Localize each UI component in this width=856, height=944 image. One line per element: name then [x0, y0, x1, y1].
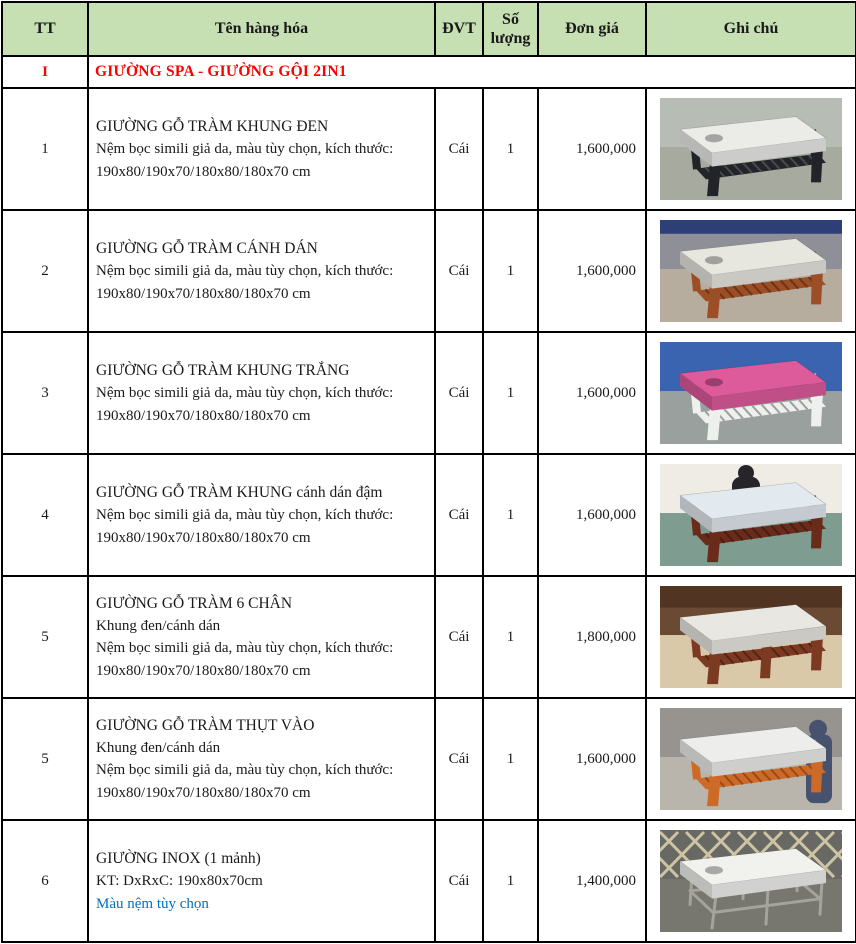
product-description [88, 820, 435, 942]
section-title: GIƯỜNG SPA - GIƯỜNG GỘI 2IN1 [88, 56, 856, 88]
product-dimensions: 190x80/190x70/180x80/180x70 cm [96, 784, 311, 801]
row-index: 3 [2, 332, 88, 454]
column-header-unit: ĐVT [435, 2, 483, 56]
product-description [88, 698, 435, 820]
product-photo [660, 464, 842, 566]
row-index: 5 [2, 698, 88, 820]
product-dimensions: 190x80/190x70/180x80/180x70 cm [96, 407, 311, 424]
quantity-cell: 1 [483, 454, 538, 576]
unit-cell: Cái [435, 88, 483, 210]
row-index: 4 [2, 454, 88, 576]
price-cell: 1,800,000 [538, 576, 646, 698]
photo-cell [646, 576, 856, 698]
color-option-link[interactable]: Màu nệm tùy chọn [96, 895, 209, 912]
column-header-quantity: Số lượng [483, 2, 538, 56]
unit-cell: Cái [435, 332, 483, 454]
product-row-3 [2, 332, 856, 454]
photo-cell [646, 332, 856, 454]
product-photo [660, 830, 842, 932]
product-spec: Nệm bọc simili giả da, màu tùy chọn, kích thước: [96, 141, 394, 158]
product-description [88, 210, 435, 332]
product-spec: Nệm bọc simili giả da, màu tùy chọn, kích thước: [96, 263, 394, 280]
product-photo [660, 98, 842, 200]
price-cell: 1,600,000 [538, 332, 646, 454]
product-dimensions: 190x80/190x70/180x80/180x70 cm [96, 529, 311, 546]
column-header-notes: Ghi chú [646, 2, 856, 56]
unit-cell: Cái [435, 576, 483, 698]
product-name: GIƯỜNG GỖ TRÀM 6 CHÂN [96, 594, 293, 612]
product-row-1 [2, 88, 856, 210]
product-name: GIƯỜNG GỖ TRÀM KHUNG ĐEN [96, 117, 329, 135]
column-header-product-name: Tên hàng hóa [88, 2, 435, 56]
row-index: 1 [2, 88, 88, 210]
product-name: GIƯỜNG INOX (1 mảnh) [96, 849, 261, 867]
product-name: GIƯỜNG GỖ TRÀM CÁNH DÁN [96, 239, 318, 257]
product-dimensions: 190x80/190x70/180x80/180x70 cm [96, 285, 311, 302]
price-cell: 1,400,000 [538, 820, 646, 942]
product-name: GIƯỜNG GỖ TRÀM KHUNG TRẮNG [96, 361, 350, 379]
column-header-tt: TT [2, 2, 88, 56]
product-frame-option: Khung đen/cánh dán [96, 617, 221, 634]
price-cell: 1,600,000 [538, 454, 646, 576]
row-index: 6 [2, 820, 88, 942]
unit-cell: Cái [435, 210, 483, 332]
product-row-2 [2, 210, 856, 332]
quantity-cell: 1 [483, 332, 538, 454]
price-cell: 1,600,000 [538, 88, 646, 210]
row-index: 5 [2, 576, 88, 698]
product-description [88, 454, 435, 576]
photo-cell [646, 698, 856, 820]
unit-cell: Cái [435, 820, 483, 942]
product-name: GIƯỜNG GỖ TRÀM THỤT VÀO [96, 716, 315, 734]
product-photo [660, 586, 842, 688]
price-cell: 1,600,000 [538, 210, 646, 332]
product-dimensions: KT: DxRxC: 190x80x70cm [96, 873, 263, 890]
product-spec: Nệm bọc simili giả da, màu tùy chọn, kích thước: [96, 640, 394, 657]
product-row-5b [2, 698, 856, 820]
product-name: GIƯỜNG GỖ TRÀM KHUNG cánh dán đậm [96, 483, 383, 501]
quantity-cell: 1 [483, 698, 538, 820]
product-dimensions: 190x80/190x70/180x80/180x70 cm [96, 163, 311, 180]
quantity-cell: 1 [483, 210, 538, 332]
section-index: I [2, 56, 88, 88]
product-description [88, 576, 435, 698]
quantity-cell: 1 [483, 820, 538, 942]
unit-cell: Cái [435, 698, 483, 820]
product-dimensions: 190x80/190x70/180x80/180x70 cm [96, 662, 311, 679]
product-photo [660, 342, 842, 444]
photo-cell [646, 454, 856, 576]
photo-cell [646, 820, 856, 942]
unit-cell: Cái [435, 454, 483, 576]
product-description [88, 332, 435, 454]
product-spec: Nệm bọc simili giả da, màu tùy chọn, kích thước: [96, 762, 394, 779]
product-row-4 [2, 454, 856, 576]
product-spec: Nệm bọc simili giả da, màu tùy chọn, kích thước: [96, 507, 394, 524]
product-photo [660, 220, 842, 322]
row-index: 2 [2, 210, 88, 332]
product-row-6 [2, 820, 856, 942]
product-description [88, 88, 435, 210]
product-row-5a [2, 576, 856, 698]
product-spec: Nệm bọc simili giả da, màu tùy chọn, kích thước: [96, 385, 394, 402]
section-row [2, 56, 856, 88]
column-header-unit-price: Đơn giá [538, 2, 646, 56]
photo-cell [646, 210, 856, 332]
price-cell: 1,600,000 [538, 698, 646, 820]
photo-cell [646, 88, 856, 210]
quantity-cell: 1 [483, 88, 538, 210]
price-table [1, 1, 856, 943]
quantity-cell: 1 [483, 576, 538, 698]
product-frame-option: Khung đen/cánh dán [96, 739, 221, 756]
product-photo [660, 708, 842, 810]
header-row [2, 2, 856, 56]
